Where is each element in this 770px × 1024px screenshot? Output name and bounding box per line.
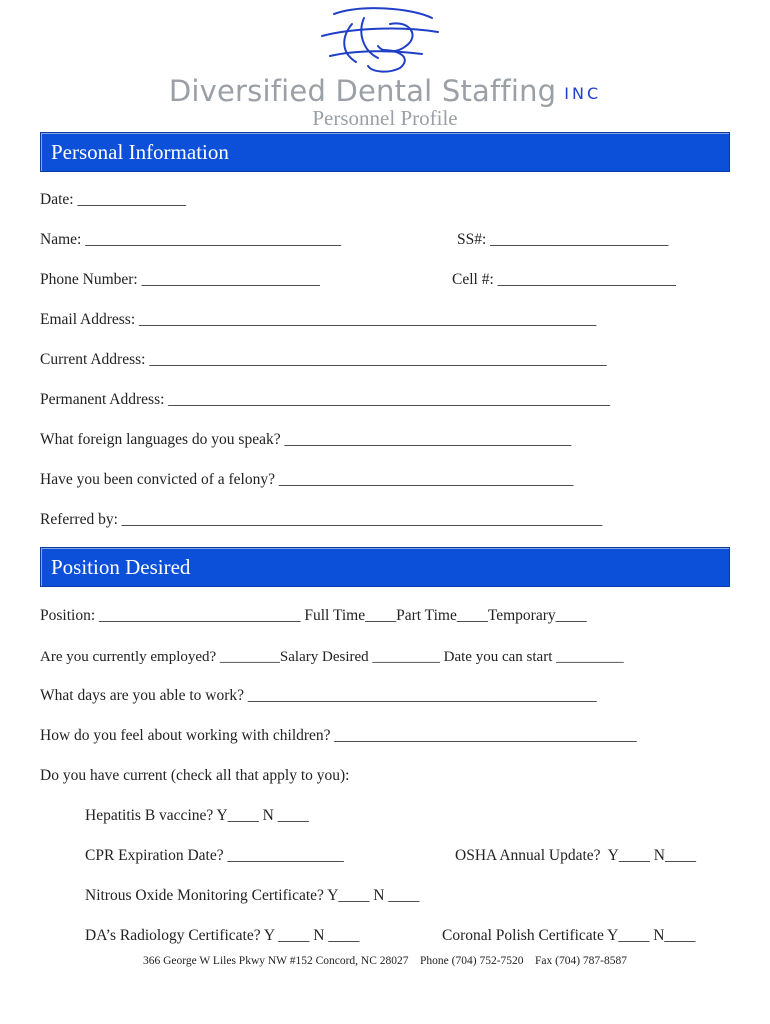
radiology-field[interactable]: DA’s Radiology Certificate? Y ____ N ____	[85, 927, 360, 944]
cell-field[interactable]: Cell #: _______________________	[452, 271, 676, 288]
brand-text: Diversified Dental Staffing	[168, 74, 557, 108]
referred-by-field[interactable]: Referred by: ______________________________________________________________	[40, 511, 603, 528]
employment-field[interactable]: Are you currently employed? ________Salary Desired _________ Date you can start _________	[40, 649, 624, 665]
personal-information-header: Personal Information	[40, 132, 730, 172]
name-field[interactable]: Name: _________________________________	[40, 231, 341, 248]
children-field[interactable]: How do you feel about working with children? _______________________________________	[40, 727, 637, 744]
ss-field[interactable]: SS#: _______________________	[457, 231, 669, 248]
email-field[interactable]: Email Address: ___________________________________________________________	[40, 311, 597, 328]
coronal-polish-field[interactable]: Coronal Polish Certificate Y____ N____	[442, 927, 696, 944]
company-logo	[312, 6, 442, 76]
date-field[interactable]: Date: ______________	[40, 191, 186, 208]
nitrous-oxide-field[interactable]: Nitrous Oxide Monitoring Certificate? Y____ N ____	[85, 887, 420, 904]
osha-field[interactable]: OSHA Annual Update? Y____ N____	[455, 847, 696, 864]
position-field[interactable]: Position: __________________________ Full Time____Part Time____Temporary____	[40, 607, 587, 624]
current-address-field[interactable]: Current Address: ___________________________________________________________	[40, 351, 607, 368]
languages-field[interactable]: What foreign languages do you speak? _____________________________________	[40, 431, 572, 448]
certifications-prompt: Do you have current (check all that apply to you):	[40, 767, 350, 784]
work-days-field[interactable]: What days are you able to work? _____________________________________________	[40, 687, 597, 704]
felony-field[interactable]: Have you been convicted of a felony? ______________________________________	[40, 471, 574, 488]
phone-field[interactable]: Phone Number: _______________________	[40, 271, 320, 288]
cpr-field[interactable]: CPR Expiration Date? _______________	[85, 847, 344, 864]
hepatitis-field[interactable]: Hepatitis B vaccine? Y____ N ____	[85, 807, 309, 824]
brand-suffix: INC	[564, 84, 602, 103]
company-contact-footer: 366 George W Liles Pkwy NW #152 Concord, NC 28027 Phone (704) 752-7520 Fax (704) 787-8587	[142, 955, 628, 967]
permanent-address-field[interactable]: Permanent Address: _________________________________________________________	[40, 391, 611, 408]
form-subtitle: Personnel Profile	[312, 106, 458, 130]
position-desired-header: Position Desired	[40, 547, 730, 587]
company-name	[0, 74, 770, 108]
